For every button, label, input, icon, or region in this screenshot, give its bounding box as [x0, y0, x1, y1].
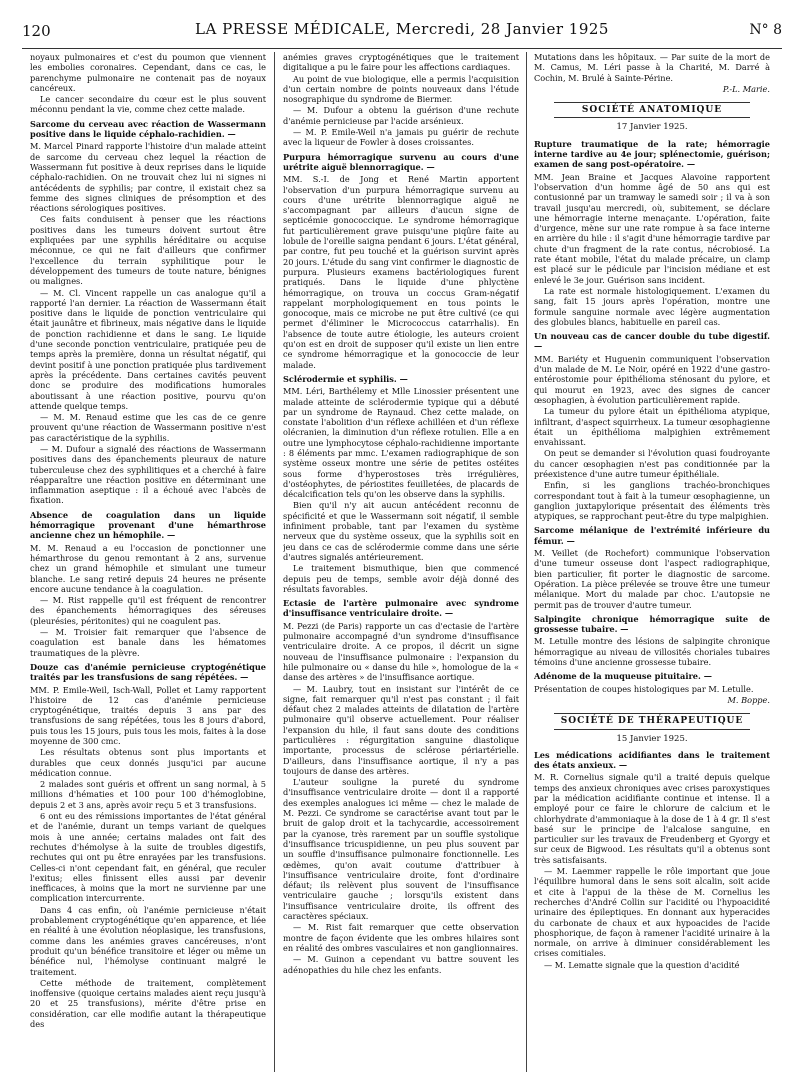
article-heading: Douze cas d'anémie pernicieuse cryptogénétique traités par les transfusions de sang répétées. —: [30, 661, 266, 683]
column-3: [534, 52, 770, 1072]
paragraph: — M. Dufour a obtenu la guérison d'une rechute d'anémie pernicieuse par l'acide arsénieux.: [283, 105, 519, 126]
article-heading: Les médications acidifiantes dans le traitement des états anxieux. —: [534, 749, 770, 771]
article-heading: Absence de coagulation dans un liquide hémorragique provenant d'une hémarthrose ancienne chez un hémophile. —: [30, 509, 266, 541]
paragraph: La tumeur du pylore était un épithélioma atypique, infiltrant, d'aspect squirrheux. La tumeur œsophagienne était un épithélioma malpighien extrêmement envahissant.: [534, 406, 770, 448]
author-signature: M. Boppe.: [727, 694, 770, 705]
paragraph: MM. P. Emile-Weil, Isch-Wall, Pollet et Lamy rapportent l'histoire de 12 cas d'anémie pernicieuse cryptogénétique, traités depuis 3 ans par des transfusions de sang répétées, tous les 8 jours d'abord, puis tous les 15 jours, puis tous les mois, faites à la dose moyenne de 300 cmc.: [30, 684, 266, 746]
paragraph: 6 ont eu des rémissions importantes de l'état général et de l'anémie, durant un temps variant de quelques mois à une année; certains malades ont fait des rechutes d'hémolyse à la suite de troubles digestifs, rechutes qui ont pu être enrayées par les transfusions. Celles-ci n'ont cependant fait, en général, que reculer l'exitus; elles finissent elles aussi par devenir inefficaces, à moins que la mort ne survienne par une complication intercurrente.: [30, 811, 266, 904]
paragraph: Cette méthode de traitement, complètement inoffensive (quoique certains malades aient reçu jusqu'à 20 et 25 transfusions), mérite d'être prise en considération, car elle modifie autant la thérapeutique des: [30, 977, 266, 1030]
paragraph: Le cancer secondaire du cœur est le plus souvent méconnu pendant la vie, comme chez cette malade.: [30, 94, 266, 115]
article-heading: Adénome de la muqueuse pituitaire. —: [534, 671, 712, 682]
paragraph: anémies graves cryptogénétiques que le traitement digitalique a pu le faire pour les affections cardiaques.: [283, 52, 519, 73]
column-divider: [526, 52, 527, 1072]
paragraph: — M. P. Emile-Weil n'a jamais pu guérir de rechute avec la liqueur de Fowler à doses croissantes.: [283, 127, 519, 148]
paragraph: — M. Laubry, tout en insistant sur l'intérêt de ce signe, fait remarquer qu'il n'est pas constant ; il fait défaut chez 2 malades atteints de dilatation de l'artère pulmonaire qu'il observe actuellement. Pour réaliser l'expansion du hile, il faut sans doute des conditions particulières : régurgitation sanguine diastolique importante, processus de sclérose périartérielle. D'ailleurs, dans l'insuffisance aortique, il n'y a pas toujours de danse des artères.: [283, 683, 519, 776]
paragraph: — M. Guinon a cependant vu battre souvent les adénopathies du hile chez les enfants.: [283, 954, 519, 975]
paragraph: La rate est normale histologiquement. L'examen du sang, fait 15 jours après l'opération, montre une formule sanguine normale avec légère augmentation des globules blancs, habituelle en pareil cas.: [534, 285, 770, 327]
section-title: SOCIÉTÉ DE THÉRAPEUTIQUE: [554, 713, 750, 729]
paragraph: Présentation de coupes histologiques par M. Letulle.: [534, 683, 754, 694]
paragraph: M. M. Renaud a eu l'occasion de ponctionner une hémarthrose du genou remontant à 2 ans, survenue chez un grand hémophile et simulant une tumeur blanche. Le sang retiré depuis 24 heures ne présente encore aucune tendance à la coagulation.: [30, 542, 266, 594]
paragraph: — M. Cl. Vincent rappelle un cas analogue qu'il a rapporté l'an dernier. La réaction de Wassermann était positive dans le liquide de ponction ventriculaire qui était jaunâtre et fibrineux, mais négative dans le liquide de ponction rachidienne et dans le sang. Le liquide d'une seconde ponction ventriculaire, pratiquée peu de temps après la première, donna un résultat négatif, qui devint positif à une ponction pratiquée plus tardivement après la précédente. Dans certaines cavités peuvent donc se produire des modifications humorales aboutissant à une réaction positive, pourvu qu'on attende quelque temps.: [30, 287, 266, 411]
section-title: SOCIÉTÉ ANATOMIQUE: [554, 102, 750, 118]
paragraph: Mutations dans les hôpitaux. — Par suite de la mort de M. Camus, M. Léri passe à la Charité, M. Darré à Cochin, M. Brulé à Sainte-Périne.: [534, 52, 770, 83]
paragraph: Bien qu'il n'y ait aucun antécédent reconnu de spécificité et que le Wassermann soit négatif, il semble infiniment probable, tant par l'examen du système nerveux que du système osseux, que la syphilis soit en jeu dans ce cas de sclérodermie comme dans une série d'autres signalés antérieurement.: [283, 500, 519, 562]
paragraph: M. Marcel Pinard rapporte l'histoire d'un malade atteint de sarcome du cerveau chez lequel la réaction de Wassermann fut positive à deux reprises dans le liquide céphalo-rachidien. On ne trouvait chez lui ni signes ni antécédents de syphilis; par contre, il existait chez sa femme des signes cliniques de présomption et des réactions sérologiques positives.: [30, 141, 266, 214]
paragraph: MM. Jean Braine et Jacques Alavoine rapportent l'observation d'un homme âgé de 50 ans qui est contusionné par un tramway le samedi soir ; il va à son travail jusqu'au mercredi, où, subitement, se déclare une hémorragie interne menaçante. L'opération, faite d'urgence, mène sur une rate rompue à sa face interne en arrière du hile : il s'agit d'une hémorragie tardive par chute d'un fragment de la rate contus, nécrobiosé. La rate étant mobile, l'état du malade précaire, un clamp est placé sur le pédicule par l'incision médiane et est enlevé le 3e jour. Guérison sans incident.: [534, 171, 770, 285]
column-1: [30, 52, 266, 1072]
journal-title: LA PRESSE MÉDICALE, Mercredi, 28 Janvier 1925: [195, 20, 609, 38]
article-heading: Salpingite chronique hémorragique suite de grossesse tubaire. —: [534, 613, 770, 635]
paragraph: M. Veillet (de Rochefort) communique l'observation d'une tumeur osseuse dont l'aspect radiographique, bien particulier, fit porter le diagnostic de sarcome. Opération. La pièce prélevée se trouve être une tumeur mélanique. Mort du malade par choc. L'autopsie ne permit pas de trouver d'autre tumeur.: [534, 548, 770, 610]
article-heading: Sclérodermie et syphilis. —: [283, 373, 408, 384]
section-date: 17 Janvier 1925.: [616, 122, 688, 133]
paragraph: — M. Troisier fait remarquer que l'absence de coagulation est banale dans les hématomes traumatiques de la plèvre.: [30, 627, 266, 658]
paragraph: — M. Dufour a signalé des réactions de Wassermann positives dans des épanchements pleuraux de nature tuberculeuse chez des syphilitiques et a cherché à faire réapparaître une réaction positive en déterminant une inflammation aseptique : il a échoué avec l'abcès de fixation.: [30, 443, 266, 506]
paragraph: 2 malades sont guéris et offrent un sang normal, à 5 millions d'hématies et 100 pour 100 d'hémoglobine, depuis 2 et 3 ans, après avoir reçu 5 et 3 transfusions.: [30, 779, 266, 810]
paragraph: Le traitement bismuthique, bien que commencé depuis peu de temps, semble avoir déjà donné des résultats favorables.: [283, 563, 519, 594]
article-heading: Ectasie de l'artère pulmonaire avec syndrome d'insuffisance ventriculaire droite. —: [283, 598, 519, 619]
paragraph: Dans 4 cas enfin, où l'anémie pernicieuse n'était probablement cryptogénétique qu'en apparence, et liée en réalité à une évolution néoplasique, les transfusions, comme dans les anémies graves cancéreuses, n'ont produit qu'un bénéfice transitoire et léger ou même un bénéfice nul, l'hémolyse continuant malgré le traitement.: [30, 904, 266, 977]
article-heading: Sarcome mélanique de l'extrémité inférieure du fémur. —: [534, 525, 770, 546]
paragraph: Enfin, si les ganglions trachéo-bronchiques correspondant tout à fait à la tumeur œsophagienne, un ganglion juxtapylorique présentait des éléments très atypiques, se rapprochant peut-être du type malpighien.: [534, 480, 770, 522]
paragraph: MM. S.-I. de Jong et René Martin apportent l'observation d'un purpura hémorragique survenu au cours d'une urétrite blennorragique aiguë ne s'accompagnant par ailleurs d'aucun signe de septicémie gonococcique. Le syndrome hémorragique fut particulièrement grave puisqu'une piqûre faite au lobule de l'oreille saigna pendant 6 jours. L'état général, par contre, fut peu touché et la guérison survint après 20 jours. L'étude du sang vint confirmer le diagnostic de purpura. Plusieurs examens bactériologiques furent pratiqués. Dans le liquide d'une phlyctène hémorragique, on trouva un coccus Gram-négatif rappelant morphologiquement en tous points le gonocoque, mais ce microbe ne put être cultivé (ce qui permet d'éliminer le Micrococcus catarrhalis). En l'absence de toute autre étiologie, les auteurs croient qu'on est en droit de supposer qu'il existe un lien entre ce syndrome hémorragique et la gonococcie de leur malade.: [283, 174, 519, 370]
paragraph: — M. Rist rappelle qu'il est fréquent de rencontrer des épanchements hémorragiques des séreuses (pleurésies, péritonites) qui ne coagulent pas.: [30, 595, 266, 626]
section-date: 15 Janvier 1925.: [616, 733, 688, 744]
paragraph: M. R. Cornelius signale qu'il a traité depuis quelque temps des anxieux chroniques avec crises paroxystiques par la médication acidifiante continue et intense. Il a employé pour ce faire le chlorure de calcium et le chlorhydrate d'ammoniaque à la dose de 1 à 4 gr. Il s'est basé sur le principe de l'alcalose sanguine, en particulier sur les travaux de Freudenberg et Gyorgy et sur ceux de Bigwood. Les résultats qu'il a obtenus sont très satisfaisants.: [534, 772, 770, 865]
paragraph: M. Pezzi (de Paris) rapporte un cas d'ectasie de l'artère pulmonaire accompagné d'un syndrome d'insuffisance ventriculaire droite. A ce propos, il décrit un signe nouveau de l'insuffisance pulmonaire : l'expansion du hile pulmonaire ou « danse du hile », homologue de la « danse des artères » de l'insuffisance aortique.: [283, 620, 519, 683]
article-heading: Rupture traumatique de la rate; hémorragie interne tardive au 4e jour; splénectomie, guérison; examen de sang post-opératoire. —: [534, 138, 770, 170]
paragraph: On peut se demander si l'évolution quasi foudroyante du cancer œsophagien n'est pas conditionnée par la préexistence d'une autre tumeur épithéliale.: [534, 448, 770, 479]
article-heading: Un nouveau cas de cancer double du tube digestif. —: [534, 331, 770, 352]
column-divider: [274, 52, 275, 1072]
paragraph: Ces faits conduisent à penser que les réactions positives dans les tumeurs doivent surtout être expliquées par une syphilis héréditaire ou acquise méconnue, ce qui ne fait d'ailleurs que confirmer l'excellence du terrain syphilitique pour le développement des tumeurs de toute nature, bénignes ou malignes.: [30, 214, 266, 287]
paragraph: — M. Rist fait remarquer que cette observation montre de façon évidente que les ombres hilaires sont en réalité des ombres vasculaires et non ganglionnaires.: [283, 922, 519, 953]
article-heading: Purpura hémorragique survenu au cours d'une urétrite aiguë blennorragique. —: [283, 151, 519, 172]
article-heading: Sarcome du cerveau avec réaction de Wassermann positive dans le liquide céphalo-rachidien. —: [30, 118, 266, 140]
paragraph: — M. Laemmer rappelle le rôle important que joue l'équilibre humoral dans le sens soit alcalin, soit acide et cite à l'appui de la thèse de M. Cornelius les recherches d'André Collin sur l'acidité ou l'hypoacidité urinaire des épileptiques. En donnant aux hyperacides du carbonate de chaux et aux hypoacides de l'acide phosphorique, de façon à ramener l'acidité urinaire à la normale, on arrive à diminuer considérablement les crises comitiales.: [534, 866, 770, 959]
paragraph: — M. Lematte signale que la question d'acidité: [544, 959, 740, 970]
issue-number: N° 8: [749, 22, 782, 38]
paragraph: M. Letulle montre des lésions de salpingite chronique hémorragique au niveau de villosités choriales tubaires témoins d'une ancienne grossesse tubaire.: [534, 636, 770, 668]
paragraph: MM. Léri, Barthélemy et Mlle Linossier présentent une malade atteinte de sclérodermie typique qui a débuté par un syndrome de Raynaud. Chez cette malade, on constate l'abolition d'un réflexe achilléen et d'un réflexe olécranien, la diminution d'un réflexe rotulien. Elle a en outre une lymphocytose céphalo-rachidienne importante : 8 éléments par mmc. L'examen radiographique de son système osseux montre une série de petites ostéites sous forme d'hyperostoses très irrégulières, d'ostéophytes, de périostites feuilletées, de placards de décalcification tels qu'on les observe dans la syphilis.: [283, 386, 519, 500]
paragraph: Au point de vue biologique, elle a permis l'acquisition d'un certain nombre de points nouveaux dans l'étude nosographique du syndrome de Biermer.: [283, 73, 519, 105]
page-number: 120: [22, 22, 51, 40]
paragraph: Les résultats obtenus sont plus importants et durables que ceux donnés jusqu'ici par aucune médication connue.: [30, 747, 266, 778]
paragraph: MM. Bariéty et Huguenin communiquent l'observation d'un malade de M. Le Noir, opéré en 1922 d'une gastro-entérostomie pour épithélioma sténosant du pylore, et qui mourut en 1923, avec des signes de cancer œsophagien, à évolution particulièrement rapide.: [534, 353, 770, 405]
page-header: [22, 0, 782, 49]
column-2: [283, 52, 519, 1072]
paragraph: L'auteur souligne la pureté du syndrome d'insuffisance ventriculaire droite — dont il a rapporté des exemples analogues ici même — chez le malade de M. Pezzi. Ce syndrome se caractérise avant tout par le bruit de galop droit et la tachycardie, accessoirement par la cyanose, très rarement par un souffle systolique d'insuffisance tricuspidienne, un peu plus souvent par un souffle d'insuffisance pulmonaire fonctionnelle. Les œdèmes, qu'on avait coutume d'attribuer à l'insuffisance ventriculaire droite, font d'ordinaire défaut; ils relèvent plus souvent de l'insuffisance ventriculaire gauche ; lorsqu'ils existent dans l'insuffisance ventriculaire droite, ils offrent des caractères spéciaux.: [283, 777, 519, 922]
paragraph: noyaux pulmonaires et c'est du poumon que viennent les embolies coronaires. Cependant, dans ce cas, le parenchyme pulmonaire ne contenait pas de noyaux cancéreux.: [30, 52, 266, 93]
paragraph: — M. M. Renaud estime que les cas de ce genre prouvent qu'une réaction de Wassermann positive n'est pas caractéristique de la syphilis.: [30, 412, 266, 443]
author-signature: P.-L. Marie.: [722, 83, 770, 94]
